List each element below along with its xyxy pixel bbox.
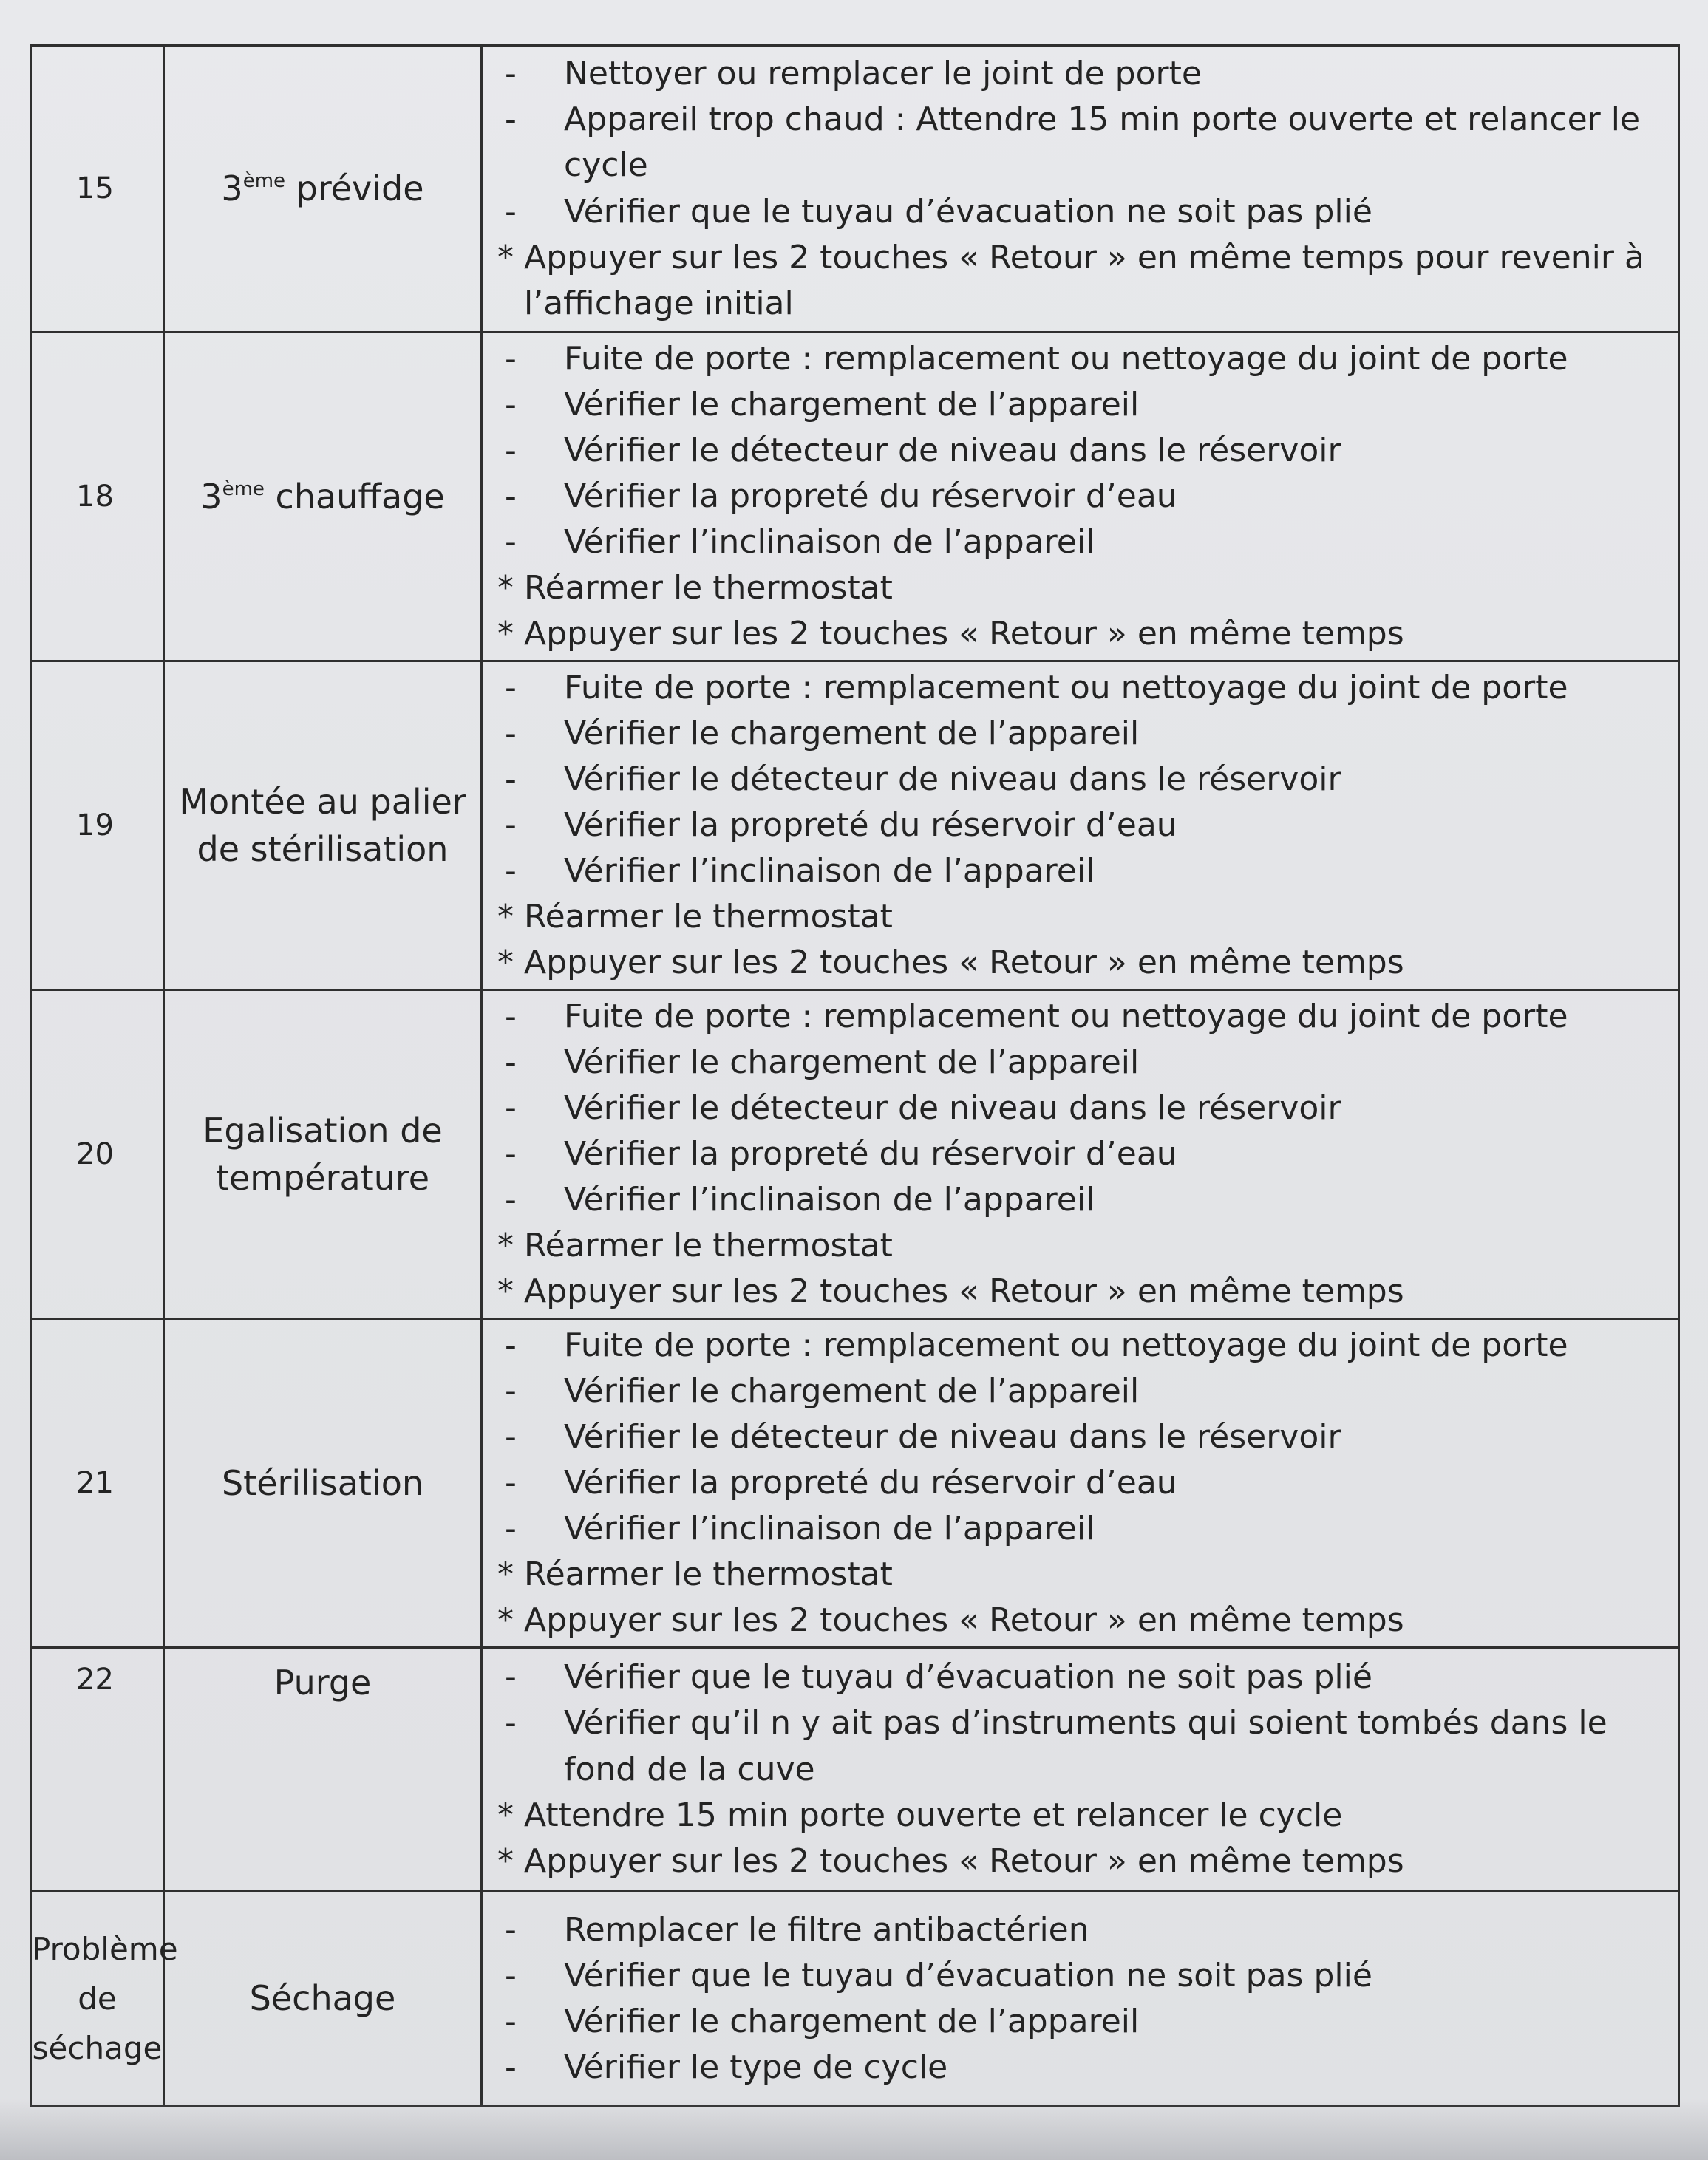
action-item — [496, 1506, 1663, 1552]
action-item — [496, 1655, 1663, 1700]
action-marker: - — [505, 192, 517, 231]
table-row — [31, 333, 1679, 661]
error-code: 21 — [31, 1319, 164, 1648]
action-item — [496, 1131, 1663, 1177]
step-ordinal-suffix: ème — [222, 477, 265, 500]
action-text: Vérifier le chargement de l’appareil — [564, 1043, 1140, 1081]
page-bottom-shadow — [0, 2099, 1708, 2160]
action-text: Nettoyer ou remplacer le joint de porte — [564, 54, 1202, 92]
action-marker: - — [505, 340, 517, 378]
action-text: Appuyer sur les 2 touches « Retour » en même temps pour revenir à l’affichage initial — [524, 238, 1644, 322]
action-item — [496, 894, 1663, 940]
cycle-step — [164, 46, 482, 333]
action-item — [496, 1269, 1663, 1315]
error-code: 22 — [31, 1648, 164, 1892]
action-text: Appuyer sur les 2 touches « Retour » en même temps — [524, 615, 1404, 653]
action-marker: - — [505, 523, 517, 561]
cycle-step: Séchage — [164, 1892, 482, 2106]
error-code: 19 — [31, 661, 164, 990]
action-item — [496, 803, 1663, 848]
action-text: Fuite de porte : remplacement ou nettoyage du joint de porte — [564, 998, 1568, 1035]
action-item — [496, 474, 1663, 519]
action-item — [496, 848, 1663, 894]
table-row — [31, 990, 1679, 1319]
action-marker: * — [497, 615, 514, 653]
action-marker: - — [505, 1418, 517, 1456]
action-text: Attendre 15 min porte ouverte et relancer le cycle — [524, 1796, 1343, 1834]
action-text: Vérifier le détecteur de niveau dans le réservoir — [564, 1418, 1341, 1456]
action-item — [496, 1793, 1663, 1839]
action-item — [496, 1086, 1663, 1131]
action-marker: - — [505, 715, 517, 752]
action-item — [496, 757, 1663, 803]
cycle-step — [164, 333, 482, 661]
action-text: Vérifier le chargement de l’appareil — [564, 715, 1140, 752]
corrective-actions — [482, 1319, 1679, 1648]
corrective-actions — [482, 1892, 1679, 2106]
table-row — [31, 1319, 1679, 1648]
action-marker: - — [505, 1704, 517, 1742]
action-text: Vérifier la propreté du réservoir d’eau — [564, 1135, 1177, 1173]
action-marker: * — [497, 238, 514, 276]
action-item — [496, 51, 1663, 97]
action-text: Vérifier l’inclinaison de l’appareil — [564, 1510, 1095, 1547]
action-marker: - — [505, 100, 517, 138]
cycle-step: Purge — [164, 1648, 482, 1892]
action-text: Réarmer le thermostat — [524, 569, 893, 607]
corrective-actions — [482, 990, 1679, 1319]
action-text: Appuyer sur les 2 touches « Retour » en même temps — [524, 1842, 1404, 1880]
action-marker: - — [505, 1956, 517, 1994]
action-item — [496, 565, 1663, 611]
action-item — [496, 382, 1663, 428]
action-text: Réarmer le thermostat — [524, 898, 893, 936]
action-marker: - — [505, 806, 517, 844]
action-marker: - — [505, 998, 517, 1035]
action-marker: * — [497, 1273, 514, 1310]
action-marker: - — [505, 2048, 517, 2086]
action-text: Vérifier la propreté du réservoir d’eau — [564, 477, 1177, 515]
action-marker: - — [505, 1181, 517, 1219]
action-marker: * — [497, 1227, 514, 1264]
step-prefix: 3 — [200, 476, 222, 517]
error-code: 18 — [31, 333, 164, 661]
action-text: Remplacer le filtre antibactérien — [564, 1910, 1089, 1949]
action-text: Vérifier l’inclinaison de l’appareil — [564, 1181, 1095, 1219]
action-text: Fuite de porte : remplacement ou nettoyage du joint de porte — [564, 340, 1568, 378]
corrective-actions — [482, 46, 1679, 333]
action-marker: - — [505, 1326, 517, 1364]
table-row — [31, 46, 1679, 333]
action-marker: * — [497, 898, 514, 936]
action-item — [496, 189, 1663, 235]
action-item — [496, 2045, 1663, 2091]
action-text: Vérifier qu’il n y ait pas d’instruments qui soient tombés dans le fond de la cuve — [564, 1704, 1607, 1788]
table-row — [31, 1648, 1679, 1892]
step-ordinal-suffix: ème — [242, 170, 286, 193]
action-item — [496, 1598, 1663, 1643]
step-label: chauffage — [275, 476, 445, 517]
action-item — [496, 1460, 1663, 1506]
corrective-actions — [482, 333, 1679, 661]
action-text: Vérifier la propreté du réservoir d’eau — [564, 806, 1177, 844]
action-item — [496, 1040, 1663, 1086]
corrective-actions — [482, 661, 1679, 990]
action-item — [496, 1177, 1663, 1223]
action-item — [496, 1907, 1663, 1953]
action-marker: - — [505, 1135, 517, 1173]
action-item — [496, 97, 1663, 189]
action-marker: - — [505, 477, 517, 515]
action-item — [496, 611, 1663, 657]
action-item — [496, 711, 1663, 757]
action-text: Vérifier le détecteur de niveau dans le réservoir — [564, 1089, 1341, 1127]
action-item — [496, 994, 1663, 1040]
action-text: Appuyer sur les 2 touches « Retour » en même temps — [524, 1601, 1404, 1639]
action-text: Appareil trop chaud : Attendre 15 min porte ouverte et relancer le cycle — [564, 100, 1641, 185]
action-marker: * — [497, 1601, 514, 1639]
action-text: Réarmer le thermostat — [524, 1227, 893, 1264]
action-marker: * — [497, 569, 514, 607]
action-item — [496, 1953, 1663, 1999]
action-text: Vérifier la propreté du réservoir d’eau — [564, 1464, 1177, 1502]
cycle-step: Stérilisation — [164, 1319, 482, 1648]
action-text: Vérifier l’inclinaison de l’appareil — [564, 852, 1095, 890]
action-text: Vérifier le chargement de l’appareil — [564, 386, 1140, 423]
action-text: Vérifier le détecteur de niveau dans le réservoir — [564, 760, 1341, 798]
action-marker: - — [505, 1089, 517, 1127]
action-text: Fuite de porte : remplacement ou nettoyage du joint de porte — [564, 669, 1568, 706]
action-text: Appuyer sur les 2 touches « Retour » en même temps — [524, 944, 1404, 981]
cycle-step: Montée au palier de stérilisation — [164, 661, 482, 990]
action-marker: - — [505, 1464, 517, 1502]
action-text: Vérifier que le tuyau d’évacuation ne soit pas plié — [564, 1658, 1372, 1697]
table-row — [31, 1892, 1679, 2106]
action-text: Réarmer le thermostat — [524, 1556, 893, 1593]
action-item — [496, 1552, 1663, 1598]
action-item — [496, 1369, 1663, 1414]
error-troubleshooting-table — [30, 44, 1680, 2107]
action-item — [496, 336, 1663, 382]
action-marker: * — [497, 1556, 514, 1593]
action-marker: - — [505, 852, 517, 890]
corrective-actions — [482, 1648, 1679, 1892]
action-text: Vérifier que le tuyau d’évacuation ne soit pas plié — [564, 1956, 1372, 1994]
action-item — [496, 428, 1663, 474]
error-code: Problème de séchage — [31, 1892, 164, 2106]
action-text: Vérifier le type de cycle — [564, 2048, 948, 2086]
action-item — [496, 519, 1663, 565]
action-text: Appuyer sur les 2 touches « Retour » en même temps — [524, 1273, 1404, 1310]
action-marker: - — [505, 54, 517, 92]
action-text: Vérifier que le tuyau d’évacuation ne soit pas plié — [564, 192, 1372, 231]
action-marker: - — [505, 1910, 517, 1949]
action-marker: - — [505, 2002, 517, 2040]
action-marker: - — [505, 669, 517, 706]
action-text: Vérifier l’inclinaison de l’appareil — [564, 523, 1095, 561]
action-item — [496, 1999, 1663, 2045]
action-marker: - — [505, 1043, 517, 1081]
step-prefix: 3 — [221, 168, 243, 209]
action-marker: - — [505, 386, 517, 423]
action-text: Vérifier le chargement de l’appareil — [564, 1372, 1140, 1410]
action-marker: * — [497, 944, 514, 981]
action-marker: * — [497, 1796, 514, 1834]
action-item — [496, 1700, 1663, 1793]
action-marker: - — [505, 760, 517, 798]
error-code: 15 — [31, 46, 164, 333]
action-item — [496, 940, 1663, 986]
error-code: 20 — [31, 990, 164, 1319]
action-item — [496, 1839, 1663, 1884]
table-row — [31, 661, 1679, 990]
action-item — [496, 1223, 1663, 1269]
action-text: Vérifier le détecteur de niveau dans le réservoir — [564, 432, 1341, 469]
action-text: Fuite de porte : remplacement ou nettoyage du joint de porte — [564, 1326, 1568, 1364]
action-item — [496, 235, 1663, 327]
action-item — [496, 1323, 1663, 1369]
action-marker: * — [497, 1842, 514, 1880]
action-item — [496, 665, 1663, 711]
action-marker: - — [505, 1372, 517, 1410]
action-marker: - — [505, 432, 517, 469]
action-marker: - — [505, 1510, 517, 1547]
cycle-step: Egalisation de température — [164, 990, 482, 1319]
step-label: prévide — [296, 168, 424, 209]
action-item — [496, 1414, 1663, 1460]
action-text: Vérifier le chargement de l’appareil — [564, 2002, 1140, 2040]
action-marker: - — [505, 1658, 517, 1697]
